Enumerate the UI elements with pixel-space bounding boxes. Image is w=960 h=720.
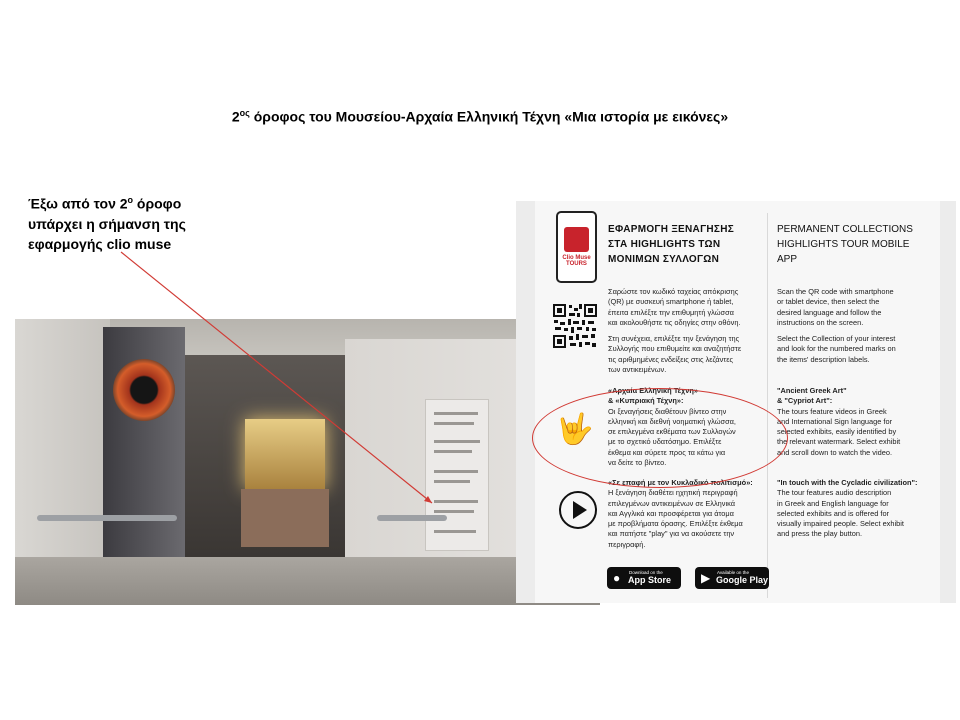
scan-text-greek: Σαρώστε τον κωδικό ταχείας απόκρισης (QR) με συσκευή smartphone ή tablet, έπειτα επιλέξτε την επιθυμητή γλώσσα και ακολουθήστε τις οδηγίες στην οθόνη. bbox=[608, 287, 741, 327]
heading-greek: ΕΦΑΡΜΟΓΗ ΞΕΝΑΓΗΣΗΣ ΣΤΑ HIGHLIGHTS ΤΩΝ ΜΟΝΙΜΩΝ ΣΥΛΛΟΓΩΝ bbox=[608, 224, 735, 265]
scan-text-english: Scan the QR code with smartphone or tablet device, then select the desired language and follow the instructions on the screen. bbox=[777, 287, 894, 327]
clio-muse-logo bbox=[564, 227, 589, 252]
apple-icon: ● bbox=[613, 571, 621, 585]
phone-icon: Clio Muse TOURS bbox=[556, 211, 597, 283]
sign-language-text-english: "Ancient Greek Art" & "Cypriot Art": The tours feature videos in Greek and International Sign language for selected exhibits, easily identified by the relevant watermark. Select exhibit and scroll down to watch the video. bbox=[777, 386, 901, 457]
collection-text-greek: Στη συνέχεια, επιλέξτε την ξενάγηση της Συλλογής που επιθυμείτε και αναζητήστε τις αριθμημένες ενδείξεις στις λεζάντες των αντικειμένων. bbox=[608, 334, 742, 374]
heading-english: PERMANENT COLLECTIONS HIGHLIGHTS TOUR MOBILE APP bbox=[777, 224, 913, 265]
collection-text-english: Select the Collection of your interest and look for the numbered marks on the items' description labels. bbox=[777, 334, 896, 364]
callout-text: Έξω από τον $2^o$ όροφο υπάρχει η σήμανση της εφαρμογής clio muse bbox=[28, 195, 186, 252]
app-store-badge[interactable]: ● Download on the App Store bbox=[607, 567, 681, 589]
highlight-ellipse bbox=[532, 388, 788, 488]
audio-text-greek: «Σε επαφή με τον Κυκλαδικό πολιτισμό»: Η ξενάγηση διαθέτει ηχητική περιγραφή επιλεγμένων αντικειμένων σε Ελληνικά και Αγγλικά και προσφέρεται για άτομα με προβλήματα όρασης. Επιλέξτε έκθεμα και πατήστε "play" για να ακούσετε την περιγραφή. bbox=[608, 478, 753, 549]
qr-code-icon bbox=[552, 303, 598, 349]
audio-text-english: "In touch with the Cycladic civilization": The tour features audio description in Greek and English language for selected exhibits and is offered for visually impaired people. Select exhibit and press the play button. bbox=[777, 478, 918, 539]
sign-language-text-greek: «Αρχαία Ελληνική Τέχνη» & «Κυπριακή Τέχνη»: Οι ξεναγήσεις διαθέτουν βίντεο στην ελληνική και διεθνή νοηματική γλώσσα, σε επιλεγμένα εκθέματα των Συλλογών με το σχετικό υδατόσημο. Επιλέξτε έκθεμα και σύρετε προς τα κάτω για να δείτε το βίντεο. bbox=[608, 386, 736, 468]
play-icon bbox=[559, 491, 597, 529]
slide-title: $2^{o\varsigma}$ όροφος του Μουσείου-Αρχαία Ελληνική Τέχνη «Μια ιστορία με εικόνες» bbox=[231, 108, 729, 125]
google-play-badge[interactable]: ▶ Available on the Google Play bbox=[695, 567, 769, 589]
sign-language-icon: 🤟 bbox=[556, 413, 594, 446]
google-play-icon: ▶ bbox=[701, 571, 711, 585]
